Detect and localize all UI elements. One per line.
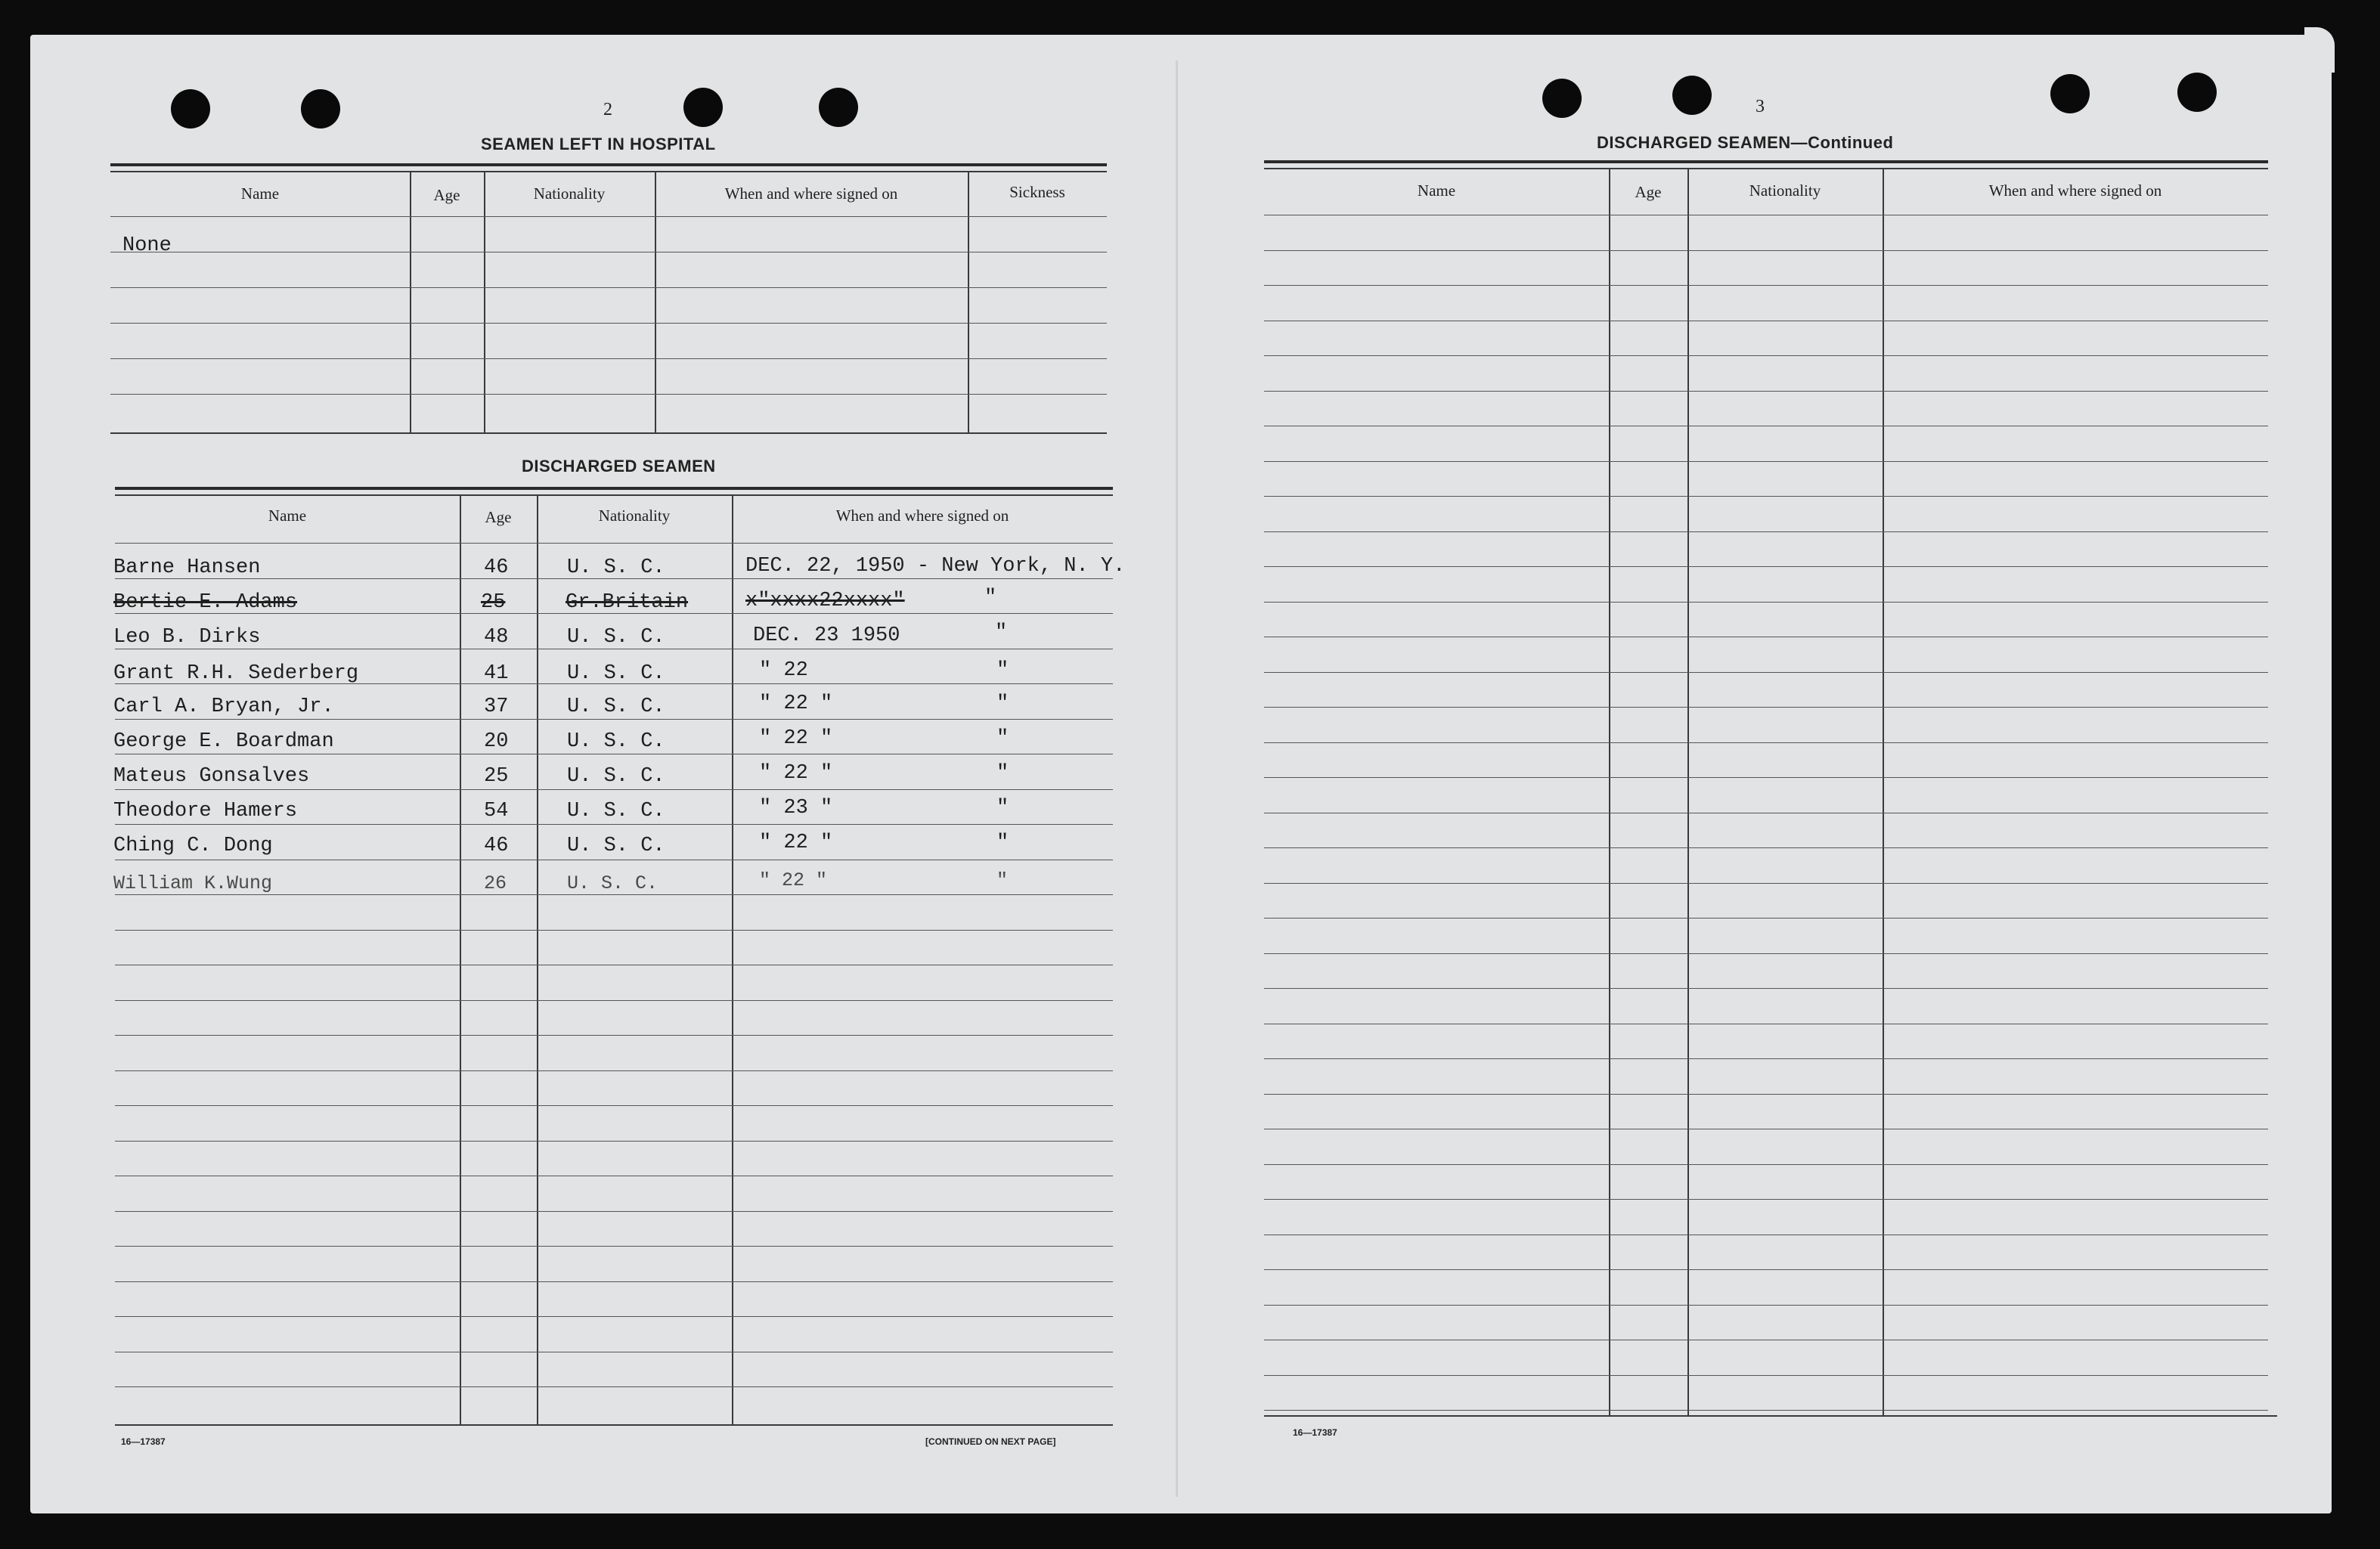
seaman-age: 46: [484, 556, 509, 579]
ruled-line: [1264, 1164, 2268, 1165]
seaman-signed-on: " 22: [759, 659, 808, 682]
ruled-line: [1264, 672, 2268, 673]
ruled-line: [1264, 1094, 2268, 1095]
ruled-line: [1264, 496, 2268, 497]
seaman-age: 48: [484, 626, 509, 649]
hospital-section-title: SEAMEN LEFT IN HOSPITAL: [481, 135, 716, 153]
seaman-signed-on: " 23 ": [759, 797, 833, 819]
seaman-name: Theodore Hamers: [113, 800, 298, 823]
seaman-name: George E. Boardman: [113, 730, 334, 753]
ruled-line: [115, 543, 1113, 544]
ruled-line: [1264, 883, 2268, 884]
seaman-ditto-mark: ": [996, 797, 1009, 819]
form-code-right: 16—17387: [1293, 1427, 1337, 1438]
discharged-header-age: Age: [485, 508, 512, 526]
ruled-line: [1264, 777, 2268, 778]
punch-hole: [1542, 79, 1582, 118]
punch-hole: [301, 89, 340, 129]
ruled-line: [1264, 1375, 2268, 1376]
seaman-nationality: U. S. C.: [567, 556, 665, 579]
seaman-signed-on: " 22 ": [759, 692, 833, 715]
seaman-name: Bertie E. Adams: [113, 591, 298, 614]
seaman-age: 20: [484, 730, 509, 753]
page-number-left: 2: [603, 100, 612, 119]
continued-header-age: Age: [1635, 183, 1662, 201]
seaman-nationality: U. S. C.: [567, 696, 665, 718]
seaman-nationality: U. S. C.: [567, 872, 659, 894]
continued-header-signed-on: When and where signed on: [1988, 181, 2162, 200]
seaman-nationality: U. S. C.: [567, 626, 665, 649]
seaman-signed-on: " 22 ": [759, 727, 833, 750]
continued-header-nationality: Nationality: [1749, 181, 1821, 200]
ruled-line: [115, 1211, 1113, 1212]
ruled-line: [115, 1316, 1113, 1317]
hospital-header-nationality: Nationality: [533, 184, 606, 203]
seaman-age: 54: [484, 800, 509, 823]
ruled-line: [115, 824, 1113, 825]
seaman-ditto-mark: ": [996, 869, 1009, 891]
ruled-line: [1264, 1410, 2268, 1411]
seaman-ditto-mark: ": [984, 587, 997, 609]
hospital-header-sickness: Sickness: [1009, 183, 1065, 201]
continued-header-name: Name: [1417, 181, 1456, 200]
ruled-line: [1264, 953, 2268, 954]
ruled-line: [1264, 1199, 2268, 1200]
ruled-line: [1264, 742, 2268, 743]
seaman-ditto-mark: ": [996, 727, 1009, 750]
discharged-header-nationality: Nationality: [598, 507, 671, 525]
ruled-line: [115, 930, 1113, 931]
continued-title-text: DISCHARGED SEAMEN: [1597, 133, 1791, 152]
seaman-ditto-mark: ": [995, 621, 1008, 644]
punch-hole: [2050, 74, 2090, 113]
seaman-ditto-mark: ": [996, 692, 1009, 715]
seaman-nationality: Gr.Britain: [566, 591, 689, 614]
ruled-line: [1264, 391, 2268, 392]
seaman-name: Carl A. Bryan, Jr.: [113, 696, 334, 718]
seaman-name: William K.Wung: [113, 872, 273, 894]
hospital-header-age: Age: [433, 186, 460, 204]
seaman-age: 26: [484, 872, 507, 894]
ruled-line: [115, 894, 1113, 895]
seaman-age: 25: [481, 591, 506, 614]
seaman-nationality: U. S. C.: [567, 730, 665, 753]
continued-title-suffix: —Continued: [1790, 133, 1894, 152]
seaman-name: Ching C. Dong: [113, 835, 273, 857]
ruled-line: [115, 1105, 1113, 1106]
punch-hole: [819, 88, 858, 127]
document-sheet: [30, 35, 2332, 1513]
ruled-line: [1264, 988, 2268, 989]
seaman-name: Barne Hansen: [113, 556, 261, 579]
ruled-line: [1264, 250, 2268, 251]
punch-hole: [683, 88, 723, 127]
ruled-line: [115, 1000, 1113, 1001]
punch-hole: [1672, 76, 1712, 115]
hospital-header-signed-on: When and where signed on: [724, 184, 898, 203]
seaman-ditto-mark: ": [996, 659, 1009, 682]
ruled-line: [1264, 531, 2268, 532]
seaman-nationality: U. S. C.: [567, 800, 665, 823]
seaman-signed-on: " 22 ": [759, 869, 828, 891]
discharged-header-signed-on: When and where signed on: [835, 507, 1009, 525]
seaman-signed-on: " 22 ": [759, 762, 833, 785]
ruled-line: [1264, 566, 2268, 567]
ruled-line: [115, 1281, 1113, 1282]
seaman-ditto-mark: ": [996, 832, 1009, 854]
ruled-line: [1264, 602, 2268, 603]
ruled-line: [1264, 355, 2268, 356]
ruled-line: [115, 1246, 1113, 1247]
ruled-line: [115, 1035, 1113, 1036]
page-number-right: 3: [1756, 97, 1765, 116]
continued-note: [CONTINUED ON NEXT PAGE]: [925, 1436, 1056, 1447]
seaman-name: Grant R.H. Sederberg: [113, 662, 359, 685]
ruled-line: [115, 789, 1113, 790]
seaman-signed-on: x"xxxx22xxxx": [745, 590, 905, 612]
ruled-line: [115, 1070, 1113, 1071]
discharged-header-name: Name: [268, 507, 307, 525]
seaman-ditto-mark: ": [996, 762, 1009, 785]
ruled-line: [115, 1386, 1113, 1387]
seaman-signed-on: DEC. 22, 1950 - New York, N. Y.: [745, 555, 1126, 578]
discharged-section-title: DISCHARGED SEAMEN: [522, 457, 716, 476]
seaman-signed-on: DEC. 23 1950: [753, 624, 900, 647]
continued-section-title: [1597, 133, 1893, 153]
hospital-header-name: Name: [240, 184, 280, 203]
seaman-nationality: U. S. C.: [567, 835, 665, 857]
ruled-line: [1264, 461, 2268, 462]
ruled-line: [1264, 1058, 2268, 1059]
seaman-name: Mateus Gonsalves: [113, 765, 310, 788]
seaman-signed-on: " 22 ": [759, 832, 833, 854]
hospital-entry: None: [122, 234, 172, 257]
ruled-line: [1264, 285, 2268, 286]
seaman-age: 41: [484, 662, 509, 685]
punch-hole: [171, 89, 210, 129]
seaman-age: 46: [484, 835, 509, 857]
ruled-line: [1264, 1305, 2268, 1306]
punch-hole: [2177, 73, 2217, 112]
ruled-line: [115, 1141, 1113, 1142]
seaman-nationality: U. S. C.: [567, 765, 665, 788]
ruled-line: [1264, 1269, 2268, 1270]
ruled-line: [115, 719, 1113, 720]
page-fold: [1176, 60, 1178, 1497]
ruled-line: [1264, 847, 2268, 848]
ruled-line: [1264, 918, 2268, 919]
seaman-age: 25: [484, 765, 509, 788]
seaman-name: Leo B. Dirks: [113, 626, 261, 649]
seaman-nationality: U. S. C.: [567, 662, 665, 685]
form-code-left: 16—17387: [121, 1436, 166, 1447]
ruled-line: [1264, 707, 2268, 708]
seaman-age: 37: [484, 696, 509, 718]
